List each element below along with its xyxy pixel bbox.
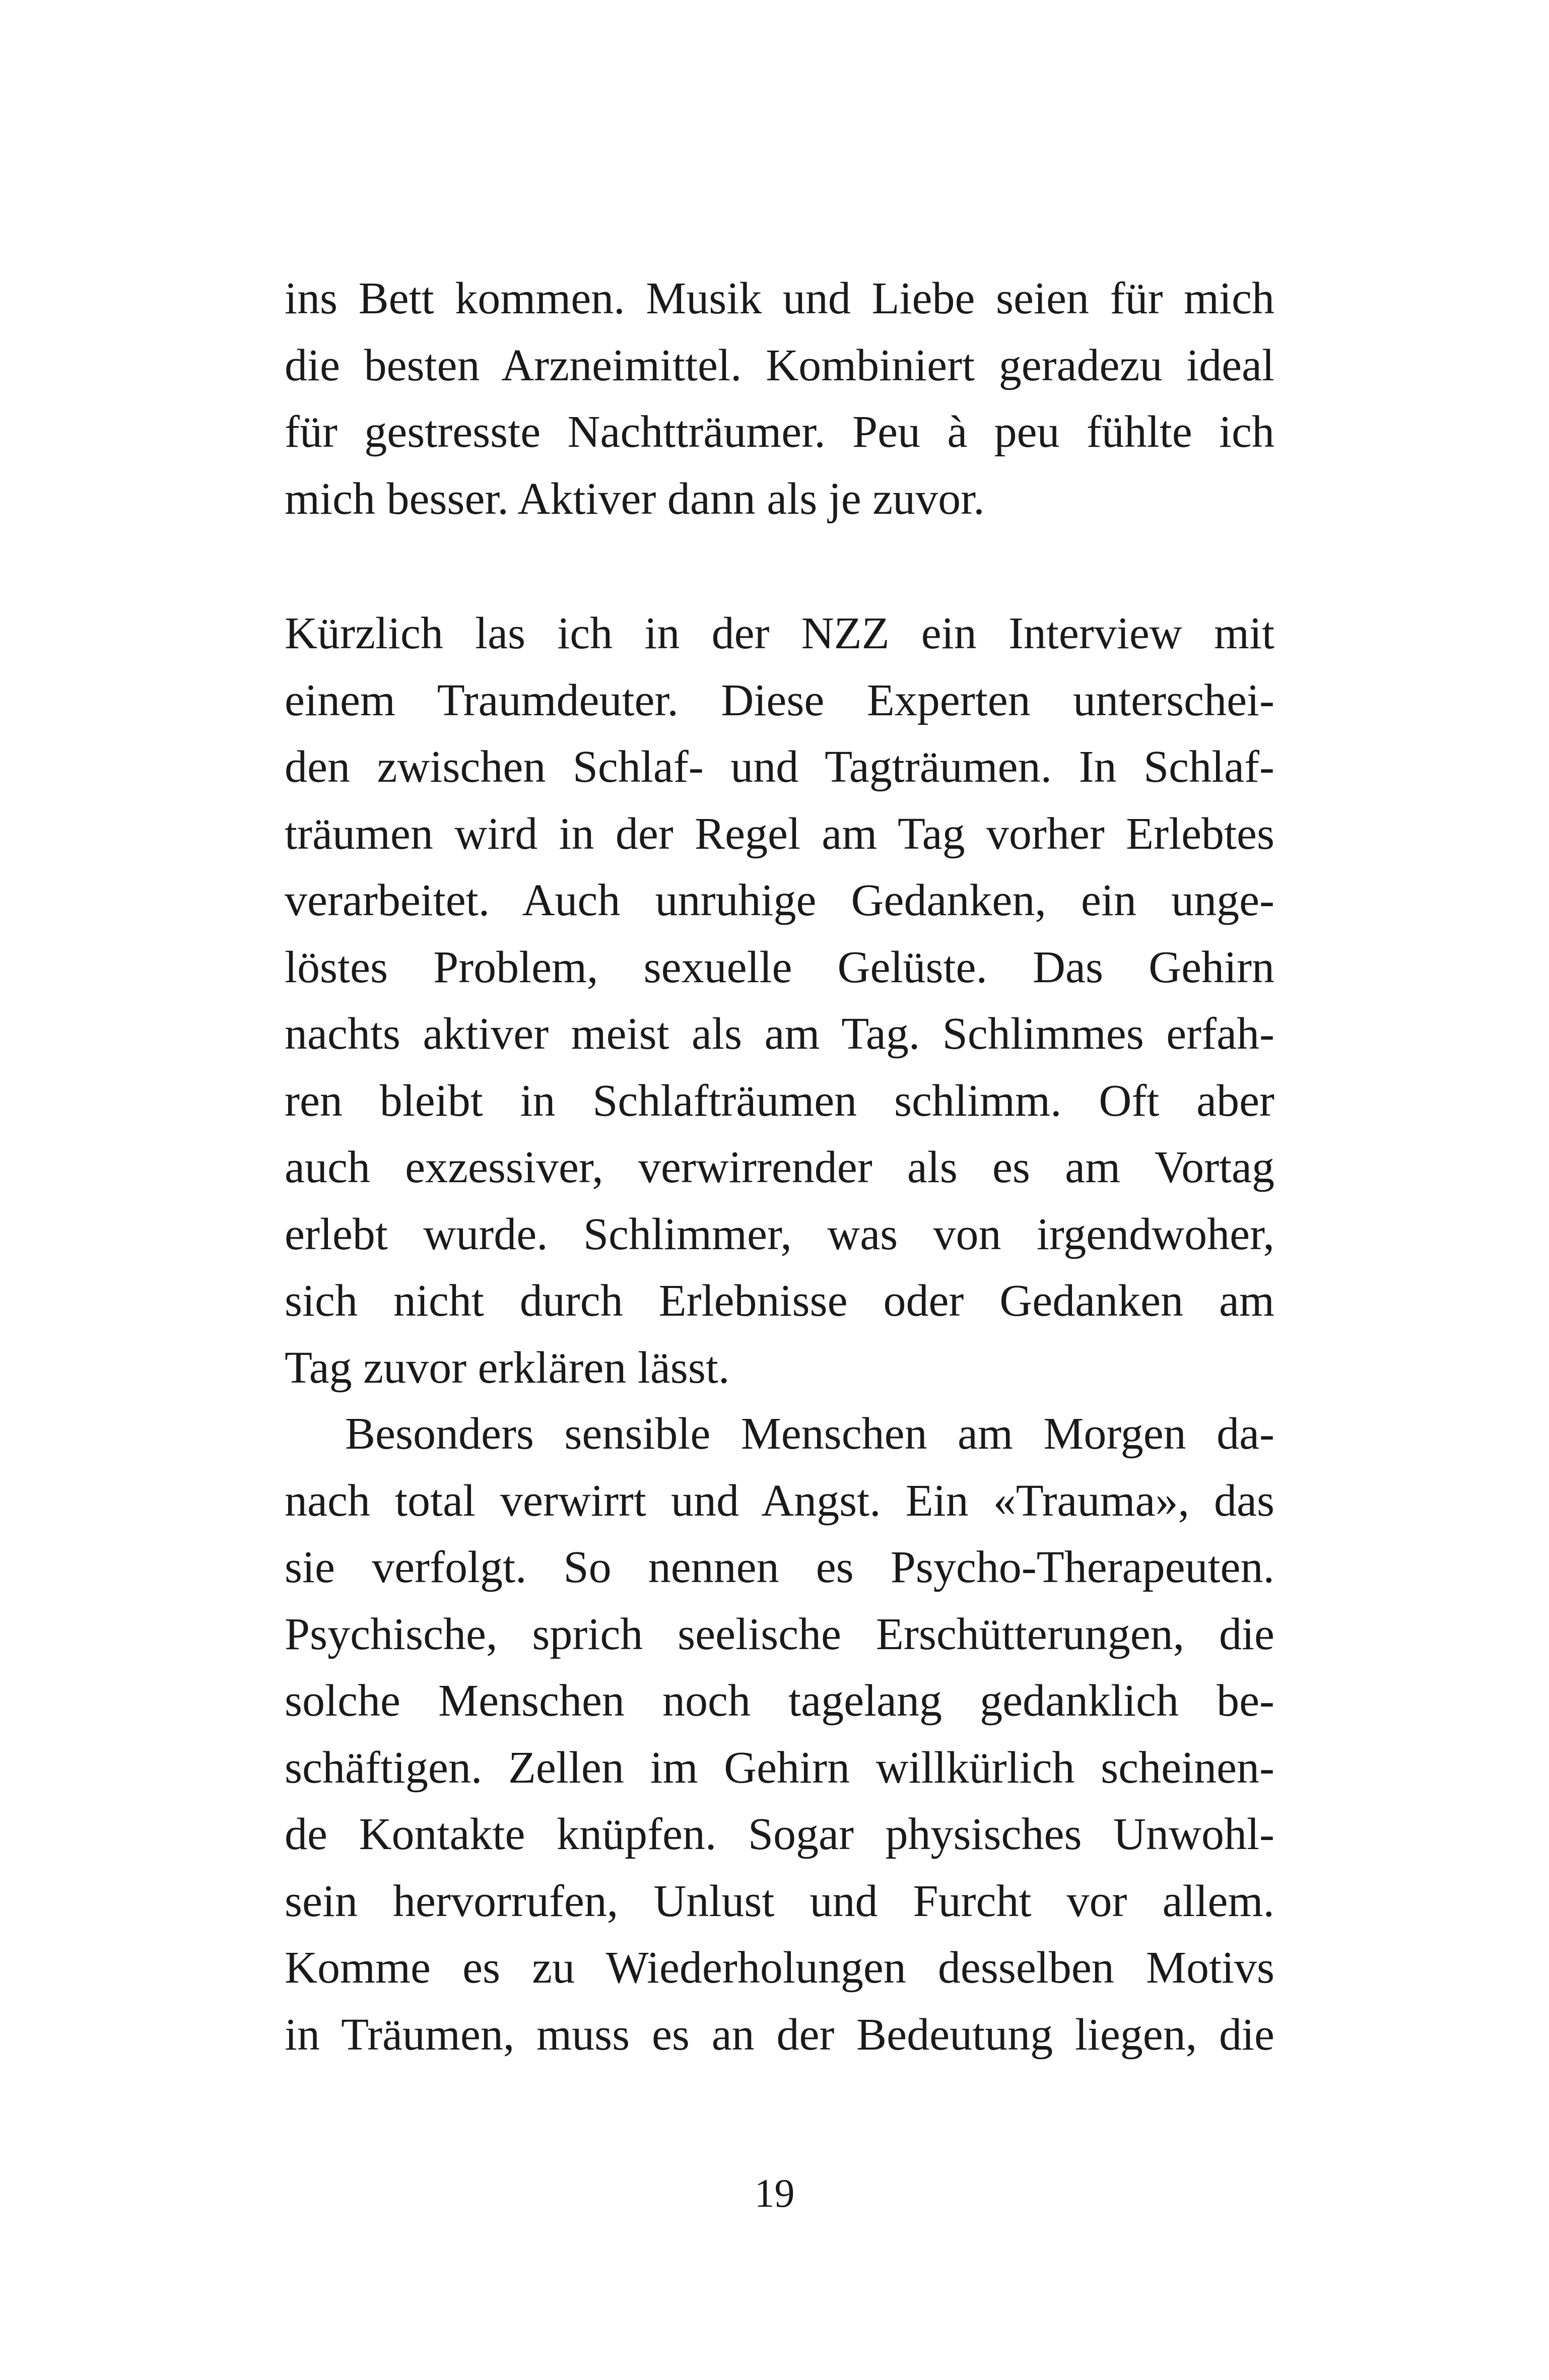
text-line: schäftigen. Zellen im Gehirn willkürlich scheinen-	[285, 1742, 1274, 1793]
text-line: de Kontakte knüpfen. Sogar physisches Unwohl-	[285, 1809, 1274, 1859]
text-line: die besten Arzneimittel. Kombiniert geradezu ideal	[285, 340, 1274, 390]
text-line: für gestresste Nachtträumer. Peu à peu fühlte ich	[285, 407, 1274, 457]
paragraph-1	[285, 265, 1274, 532]
text-line: auch exzessiver, verwirrender als es am Vortag	[285, 1142, 1274, 1192]
text-line: mich besser. Aktiver dann als je zuvor.	[285, 473, 985, 524]
paragraph-2	[285, 600, 1274, 1401]
text-line: erlebt wurde. Schlimmer, was von irgendwoher,	[285, 1209, 1274, 1259]
text-line: den zwischen Schlaf- und Tagträumen. In Schlaf-	[285, 742, 1274, 792]
text-line: löstes Problem, sexuelle Gelüste. Das Gehirn	[285, 942, 1274, 992]
text-line: sein hervorrufen, Unlust und Furcht vor allem.	[285, 1876, 1274, 1926]
text-line: sie verfolgt. So nennen es Psycho-Therapeuten.	[285, 1542, 1274, 1592]
paragraph-3	[285, 1401, 1274, 2068]
text-line: verarbeitet. Auch unruhige Gedanken, ein unge-	[285, 875, 1274, 925]
text-line: träumen wird in der Regel am Tag vorher Erlebtes	[285, 808, 1274, 859]
text-line: Komme es zu Wiederholungen desselben Motivs	[285, 1943, 1274, 1993]
text-line: Besonders sensible Menschen am Morgen da-	[345, 1409, 1274, 1459]
text-line: Tag zuvor erklären lässt.	[285, 1342, 730, 1393]
text-line: Kürzlich las ich in der NZZ ein Interview mit	[285, 608, 1274, 658]
text-line: Psychische, sprich seelische Erschütterungen, die	[285, 1609, 1274, 1659]
text-line: sich nicht durch Erlebnisse oder Gedanken am	[285, 1276, 1274, 1326]
text-line: einem Traumdeuter. Diese Experten unterschei-	[285, 675, 1274, 725]
text-line: ins Bett kommen. Musik und Liebe seien für mich	[285, 274, 1274, 323]
text-line: nachts aktiver meist als am Tag. Schlimmes erfah-	[285, 1009, 1274, 1059]
page-number: 19	[754, 2171, 795, 2216]
text-line: ren bleibt in Schlafträumen schlimm. Oft aber	[285, 1075, 1274, 1126]
text-line: in Träumen, muss es an der Bedeutung liegen, die	[285, 2009, 1274, 2060]
text-line: nach total verwirrt und Angst. Ein «Trauma», das	[285, 1475, 1274, 1526]
text-line: solche Menschen noch tagelang gedanklich be-	[285, 1676, 1274, 1726]
